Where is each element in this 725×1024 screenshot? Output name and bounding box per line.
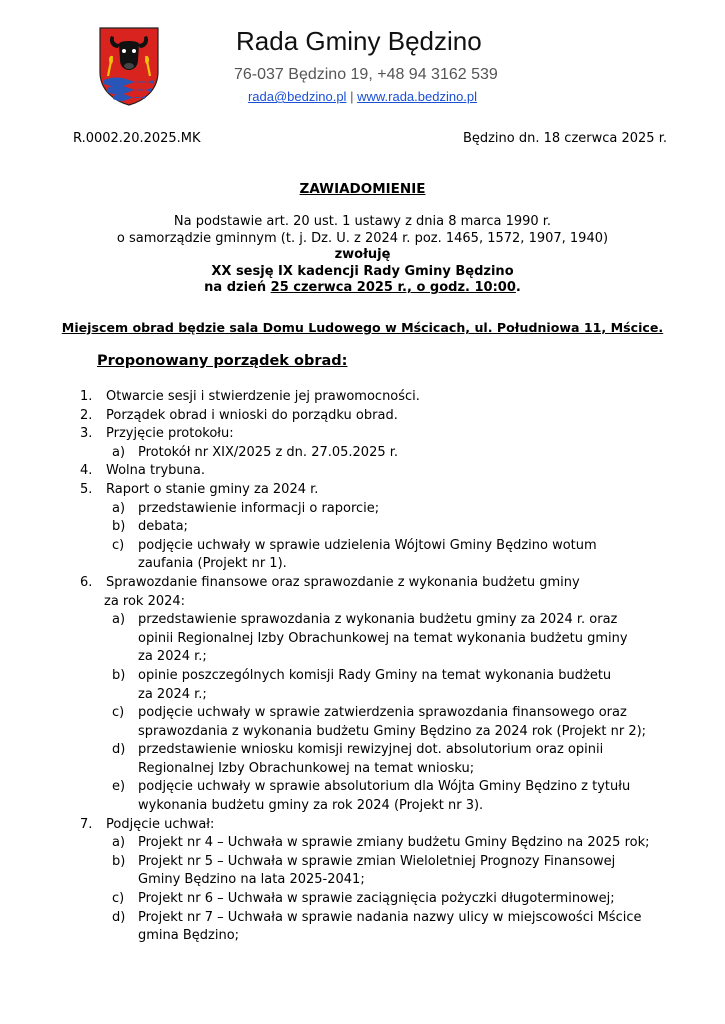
agenda-item-number: d) [112,909,126,925]
agenda-item-number: b) [112,519,126,535]
notice-body [0,214,725,297]
agenda-subitem [80,909,680,928]
agenda-item-text: Otwarcie sesji i stwierdzenie jej prawomocności. [106,389,420,404]
agenda-subitem [80,667,680,686]
agenda-item-number: d) [112,742,126,758]
website-link[interactable]: www.rada.bedzino.pl [357,89,478,104]
agenda-subitem [80,741,680,760]
agenda-item-text: przedstawienie wniosku komisji rewizyjnej dot. absolutorium oraz opinii [138,742,604,758]
agenda-item-number: 6. [80,574,93,590]
agenda-item-text: Projekt nr 7 – Uchwała w sprawie nadania nazwy ulicy w miejscowości Mścice [138,909,642,925]
agenda-subitem [80,611,680,630]
agenda-item-text: Regionalnej Izby Obrachunkowej na temat wniosku; [138,760,475,776]
agenda-item-number: b) [112,853,126,869]
agenda-item-number: a) [112,444,126,460]
agenda-item-number: a) [112,612,126,628]
agenda-item-continuation [80,686,680,705]
agenda-subitem [80,853,680,872]
agenda-item [80,574,680,593]
agenda-item-number: 5. [80,481,93,497]
agenda-list [80,388,680,946]
agenda-item-text: Wolna trybuna. [106,463,205,479]
agenda-item-text: sprawozdania z wykonania budżetu Gminy Będzino za 2024 rok (Projekt nr 2); [138,723,647,739]
agenda-item-text: Raport o stanie gminy za 2024 r. [106,481,319,497]
agenda-item-text: Projekt nr 5 – Uchwała w sprawie zmian Wieloletniej Prognozy Finansowej [138,853,616,869]
agenda-item-number: 2. [80,407,93,423]
agenda-item [80,407,680,426]
agenda-item-text: gmina Będzino; [138,928,240,944]
agenda-item-number: c) [112,537,125,553]
agenda-subitem [80,704,680,723]
session-name: XX sesję IX kadencji Rady Gminy Będzino [211,263,514,279]
notice-legal-act: o samorządzie gminnym (t. j. Dz. U. z 2024 r. poz. 1465, 1572, 1907, 1940) [116,230,609,246]
council-address: 76-037 Będzino 19, +48 94 3162 539 [234,66,498,83]
agenda-subitem [80,834,680,853]
agenda-item-text: Projekt nr 6 – Uchwała w sprawie zaciągnięcia pożyczki długoterminowej; [138,891,615,907]
agenda-item-number: 4. [80,463,93,479]
agenda-subitem [80,778,680,797]
agenda-subitem [80,890,680,909]
notice-legal-basis: Na podstawie art. 20 ust. 1 ustawy z dnia 8 marca 1990 r. [173,214,552,229]
agenda-item-continuation [80,797,680,816]
agenda-item-number: e) [112,779,126,795]
notice-convene: zwołuję [334,247,391,262]
agenda-item-continuation [80,648,680,667]
agenda-item-number: a) [112,500,126,516]
session-place: Miejscem obrad będzie sala Domu Ludowego w Mścicach, ul. Południowa 11, Mścice. [61,320,664,335]
agenda-item [80,462,680,481]
agenda-item-text: przedstawienie informacji o raporcie; [138,500,380,516]
agenda-item-text: Porządek obrad i wnioski do porządku obrad. [106,407,398,423]
agenda-item-text: Przyjęcie protokołu: [106,426,234,442]
agenda-item [80,388,680,407]
agenda-item-text: za 2024 r.; [138,686,207,702]
agenda-item-continuation [80,555,680,574]
reference-number: R.0002.20.2025.MK [73,131,201,146]
council-name: Rada Gminy Będzino [236,26,482,56]
agenda-item-number: 7. [80,816,93,832]
agenda-item-continuation [80,593,680,612]
agenda-item-number: b) [112,667,126,683]
agenda-item-text: Podjęcie uchwał: [106,816,215,832]
agenda-item [80,816,680,835]
agenda-item-continuation [80,723,680,742]
agenda-item-text: Gminy Będzino na lata 2025-2041; [138,872,365,888]
contact-line [0,89,725,104]
agenda-item-text: za rok 2024: [104,593,186,609]
email-link[interactable]: rada@bedzino.pl [247,89,347,104]
session-date: 25 czerwca 2025 r., o godz. 10:00 [270,280,516,295]
agenda-item-text: Sprawozdanie finansowe oraz sprawozdanie z wykonania budżetu gminy [106,574,580,590]
agenda-item-text: zaufania (Projekt nr 1). [138,556,287,572]
agenda-item-number: 1. [80,389,93,404]
session-date-line: na dzień 25 czerwca 2025 r., o godz. 10:00. [204,280,521,295]
agenda-subitem [80,500,680,519]
agenda-item-text: podjęcie uchwały w sprawie udzielenia Wójtowi Gminy Będzino wotum [138,537,597,553]
agenda-subitem [80,518,680,537]
agenda-item-number: c) [112,705,125,721]
notice-title: ZAWIADOMIENIE [299,181,426,197]
agenda-item-text: przedstawienie sprawozdania z wykonania budżetu gminy za 2024 r. oraz [138,612,618,628]
agenda-item-number: 3. [80,426,93,442]
document-date: Będzino dn. 18 czerwca 2025 r. [462,131,667,146]
agenda-item-number: c) [112,891,125,907]
agenda-item-text: Protokół nr XIX/2025 z dn. 27.05.2025 r. [138,444,399,460]
agenda-item-number: a) [112,835,126,851]
agenda-item-text: opinii Regionalnej Izby Obrachunkowej na temat wykonania budżetu gminy [138,630,628,646]
agenda-item-text: opinie poszczególnych komisji Rady Gminy na temat wykonania budżetu [138,667,612,683]
agenda-item-text: wykonania budżetu gminy za rok 2024 (Projekt nr 3). [138,798,484,814]
contact-separator: | [350,89,354,104]
agenda-item [80,425,680,444]
agenda-item-text: podjęcie uchwały w sprawie zatwierdzenia sprawozdania finansowego oraz [138,705,627,721]
agenda-subitem [80,444,680,463]
agenda-item-continuation [80,927,680,946]
agenda-item-continuation [80,871,680,890]
agenda-item-continuation [80,630,680,649]
agenda-item-continuation [80,760,680,779]
agenda-title: Proponowany porządek obrad: [97,353,348,369]
agenda-item-text: podjęcie uchwały w sprawie absolutorium dla Wójta Gminy Będzino z tytułu [138,779,631,795]
agenda-item-text: debata; [138,519,188,535]
agenda-item [80,481,680,500]
agenda-item-text: za 2024 r.; [138,649,207,665]
agenda-item-text: Projekt nr 4 – Uchwała w sprawie zmiany budżetu Gminy Będzino na 2025 rok; [138,835,650,851]
agenda-subitem [80,537,680,556]
